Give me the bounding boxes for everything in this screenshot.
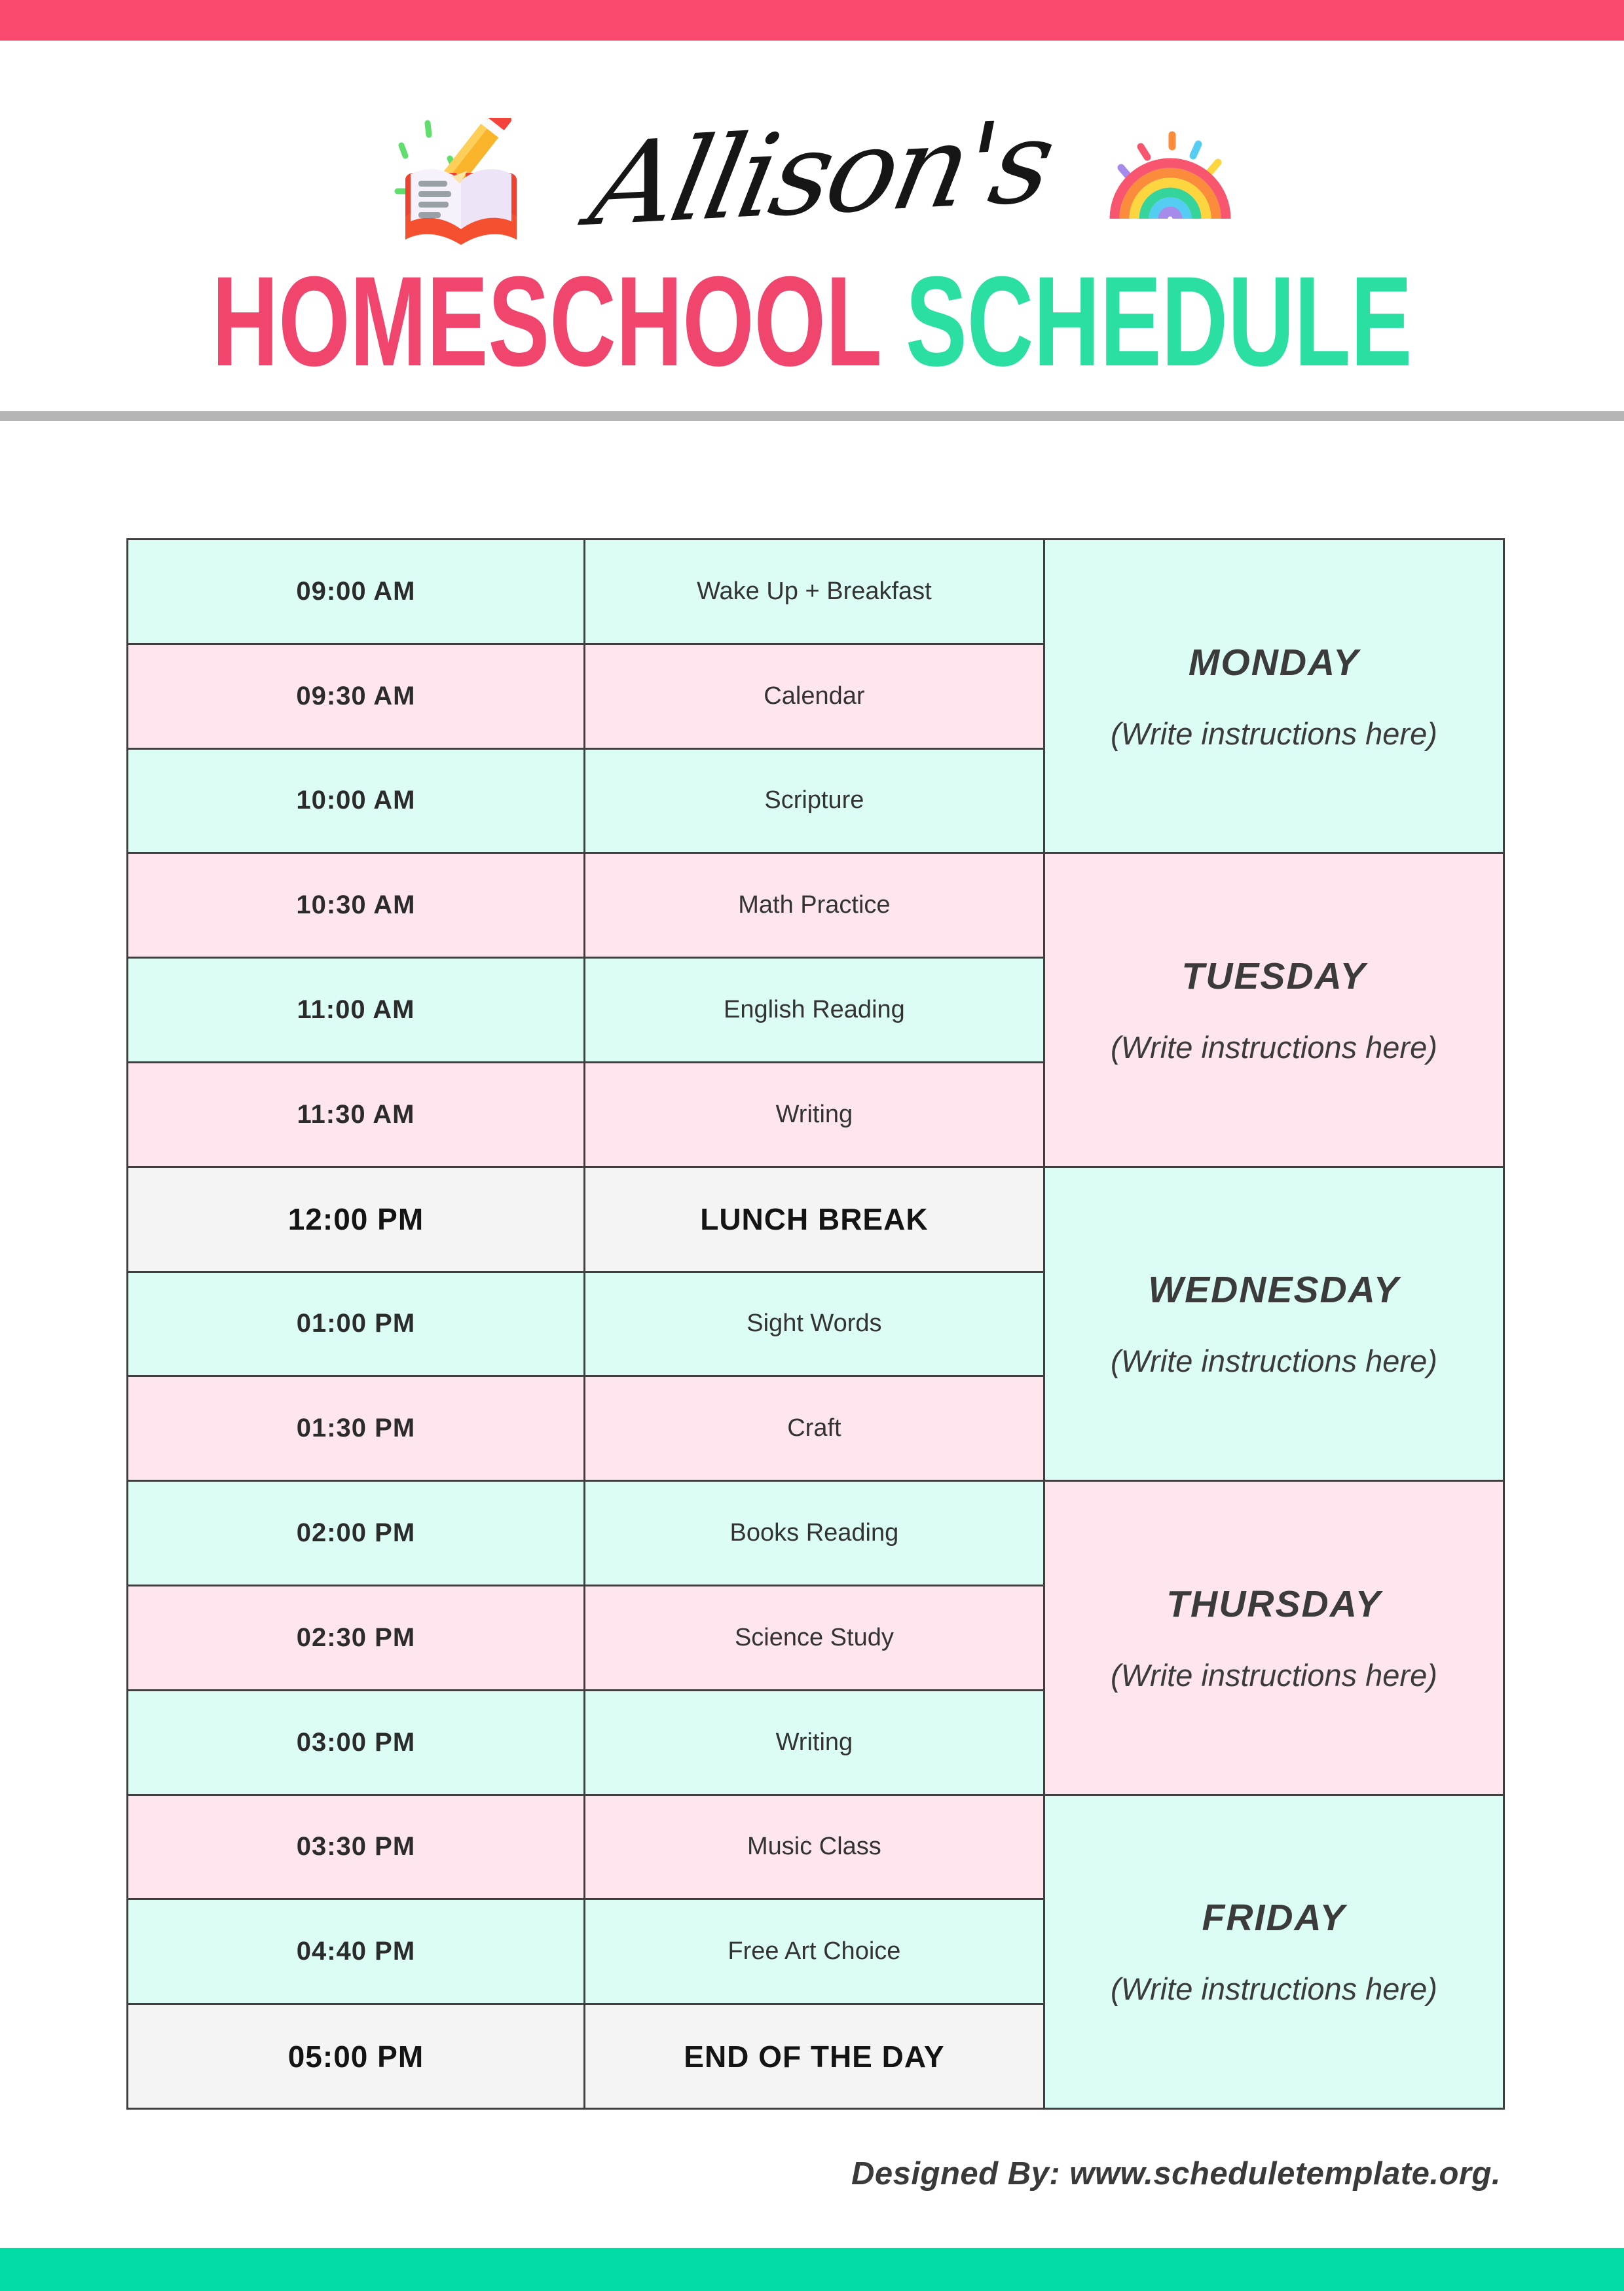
day-cell (1045, 1796, 1503, 2108)
title-word-schedule: SCHEDULE (905, 250, 1412, 394)
day-cell (1045, 540, 1503, 852)
time-cell: 10:30 AM (128, 854, 583, 957)
activity-cell: Wake Up + Breakfast (585, 540, 1043, 643)
bottom-accent-bar (0, 2248, 1624, 2291)
day-note: (Write instructions here) (1111, 1971, 1437, 2007)
time-cell: 01:00 PM (128, 1273, 583, 1376)
activity-cell: Calendar (585, 645, 1043, 748)
day-cell (1045, 1168, 1503, 1480)
day-note: (Write instructions here) (1111, 716, 1437, 751)
day-name: THURSDAY (1166, 1583, 1382, 1625)
owner-name: Allison's (581, 95, 1062, 252)
activity-cell: Science Study (585, 1586, 1043, 1689)
day-name: FRIDAY (1202, 1897, 1346, 1939)
day-name: MONDAY (1188, 641, 1360, 684)
activity-cell: Music Class (585, 1796, 1043, 1899)
book-pencil-icon (390, 118, 532, 249)
page-title (41, 236, 1583, 409)
schedule-table (126, 538, 1505, 2110)
activity-cell: Free Art Choice (585, 1900, 1043, 2003)
activity-cell: Scripture (585, 750, 1043, 852)
time-cell: 09:30 AM (128, 645, 583, 748)
time-cell: 11:30 AM (128, 1063, 583, 1166)
footer-credit: Designed By: www.scheduletemplate.org. (851, 2156, 1501, 2191)
day-cell (1045, 1482, 1503, 1793)
activity-cell: Craft (585, 1377, 1043, 1480)
time-cell: 12:00 PM (128, 1168, 583, 1271)
day-name: WEDNESDAY (1148, 1269, 1400, 1311)
divider-bar (0, 411, 1624, 421)
day-name: TUESDAY (1181, 955, 1367, 998)
time-cell: 09:00 AM (128, 540, 583, 643)
rainbow-icon (1107, 128, 1234, 220)
title-word-homeschool: HOMESCHOOL (212, 250, 882, 394)
time-cell: 02:30 PM (128, 1586, 583, 1689)
time-cell: 05:00 PM (128, 2005, 583, 2108)
day-note: (Write instructions here) (1111, 1657, 1437, 1693)
day-note: (Write instructions here) (1111, 1344, 1437, 1379)
activity-cell: Sight Words (585, 1273, 1043, 1376)
activity-cell: English Reading (585, 959, 1043, 1061)
time-cell: 01:30 PM (128, 1377, 583, 1480)
time-cell: 03:00 PM (128, 1691, 583, 1794)
activity-cell: END OF THE DAY (585, 2005, 1043, 2108)
time-cell: 02:00 PM (128, 1482, 583, 1585)
day-note: (Write instructions here) (1111, 1030, 1437, 1065)
activity-cell: Math Practice (585, 854, 1043, 957)
activity-cell: Writing (585, 1063, 1043, 1166)
time-cell: 11:00 AM (128, 959, 583, 1061)
schedule-grid (128, 540, 1503, 2108)
time-cell: 10:00 AM (128, 750, 583, 852)
time-cell: 03:30 PM (128, 1796, 583, 1899)
activity-cell: Writing (585, 1691, 1043, 1794)
activity-cell: Books Reading (585, 1482, 1043, 1585)
top-accent-bar (0, 0, 1624, 41)
activity-cell: LUNCH BREAK (585, 1168, 1043, 1271)
time-cell: 04:40 PM (128, 1900, 583, 2003)
day-cell (1045, 854, 1503, 1165)
